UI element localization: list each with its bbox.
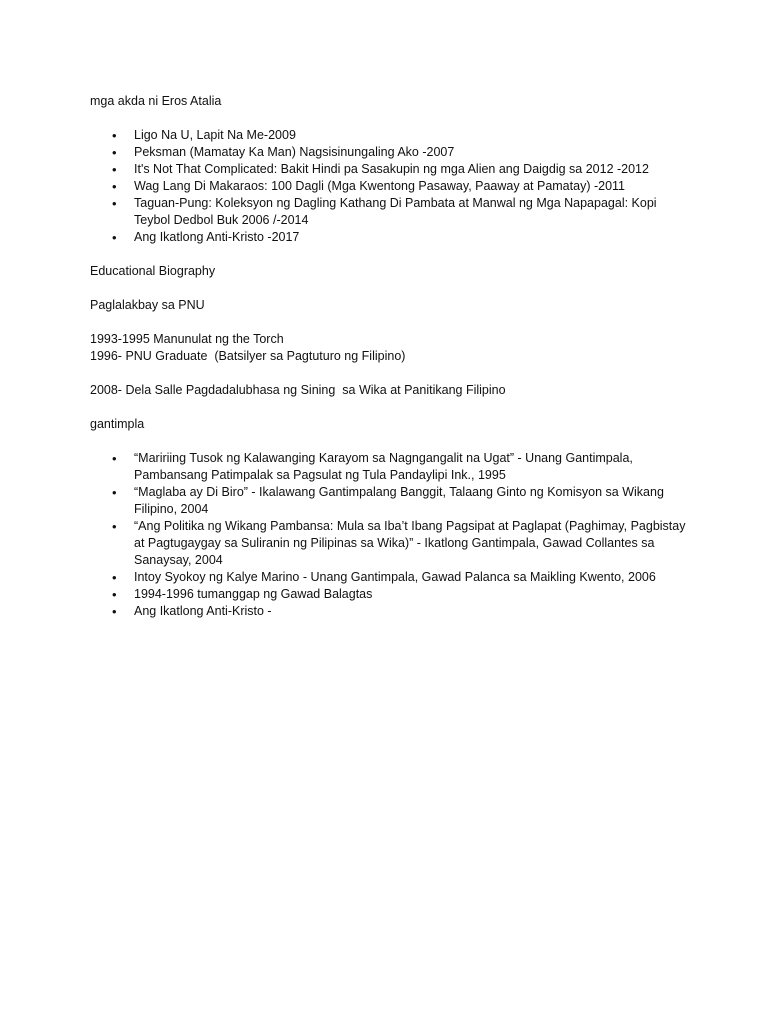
list-item: • Ang Ikatlong Anti-Kristo -2017	[90, 229, 690, 246]
list-item: • Ligo Na U, Lapit Na Me-2009	[90, 127, 690, 144]
list-item: • “Maglaba ay Di Biro” - Ikalawang Gantimpalang Banggit, Talaang Ginto ng Komisyon sa Wikang Filipino, 2004	[90, 484, 690, 518]
list-item: • 1994-1996 tumanggap ng Gawad Balagtas	[90, 586, 690, 603]
list-item: • Ang Ikatlong Anti-Kristo -	[90, 603, 690, 620]
dlsu-line: 2008- Dela Salle Pagdadalubhasa ng Sining sa Wika at Panitikang Filipino	[90, 383, 506, 397]
document-content	[90, 93, 690, 637]
list-item: • Taguan-Pung: Koleksyon ng Dagling Kathang Di Pambata at Manwal ng Mga Napapagal: Kopi Teybol Dedbol Buk 2006 /-2014	[90, 195, 690, 229]
pnu-heading: Paglalakbay sa PNU	[90, 298, 205, 312]
works-list	[90, 127, 690, 246]
education-line: 1996- PNU Graduate (Batsilyer sa Pagtuturo ng Filipino)	[90, 349, 406, 363]
awards-list	[90, 450, 690, 620]
list-item: • Intoy Syokoy ng Kalye Marino - Unang Gantimpala, Gawad Palanca sa Maikling Kwento, 2006	[90, 569, 690, 586]
awards-heading: gantimpla	[90, 417, 145, 431]
education-line: 1993-1995 Manunulat ng the Torch	[90, 332, 284, 346]
list-item: • “Maririing Tusok ng Kalawanging Karayom sa Nagngangalit na Ugat” - Unang Gantimpala, Pambansang Patimpalak sa Pagsulat ng Tula Pandaylipi Ink., 1995	[90, 450, 690, 484]
education-heading: Educational Biography	[90, 264, 216, 278]
list-item: • “Ang Politika ng Wikang Pambansa: Mula sa Iba’t Ibang Pagsipat at Paglapat (Paghimay, Pagbistay at Pagtugaygay sa Suliranin ng Pilipinas sa Wika)” - Ikatlong Gantimpala, Gawad Collantes sa Sanaysay, 2004	[90, 518, 690, 569]
list-item: • Peksman (Mamatay Ka Man) Nagsisinungaling Ako -2007	[90, 144, 690, 161]
list-item: • Wag Lang Di Makaraos: 100 Dagli (Mga Kwentong Pasaway, Paaway at Pamatay) -2011	[90, 178, 690, 195]
education-lines	[90, 331, 690, 365]
works-heading: mga akda ni Eros Atalia	[90, 94, 222, 108]
list-item: • It's Not That Complicated: Bakit Hindi pa Sasakupin ng mga Alien ang Daigdig sa 2012 -2012	[90, 161, 690, 178]
